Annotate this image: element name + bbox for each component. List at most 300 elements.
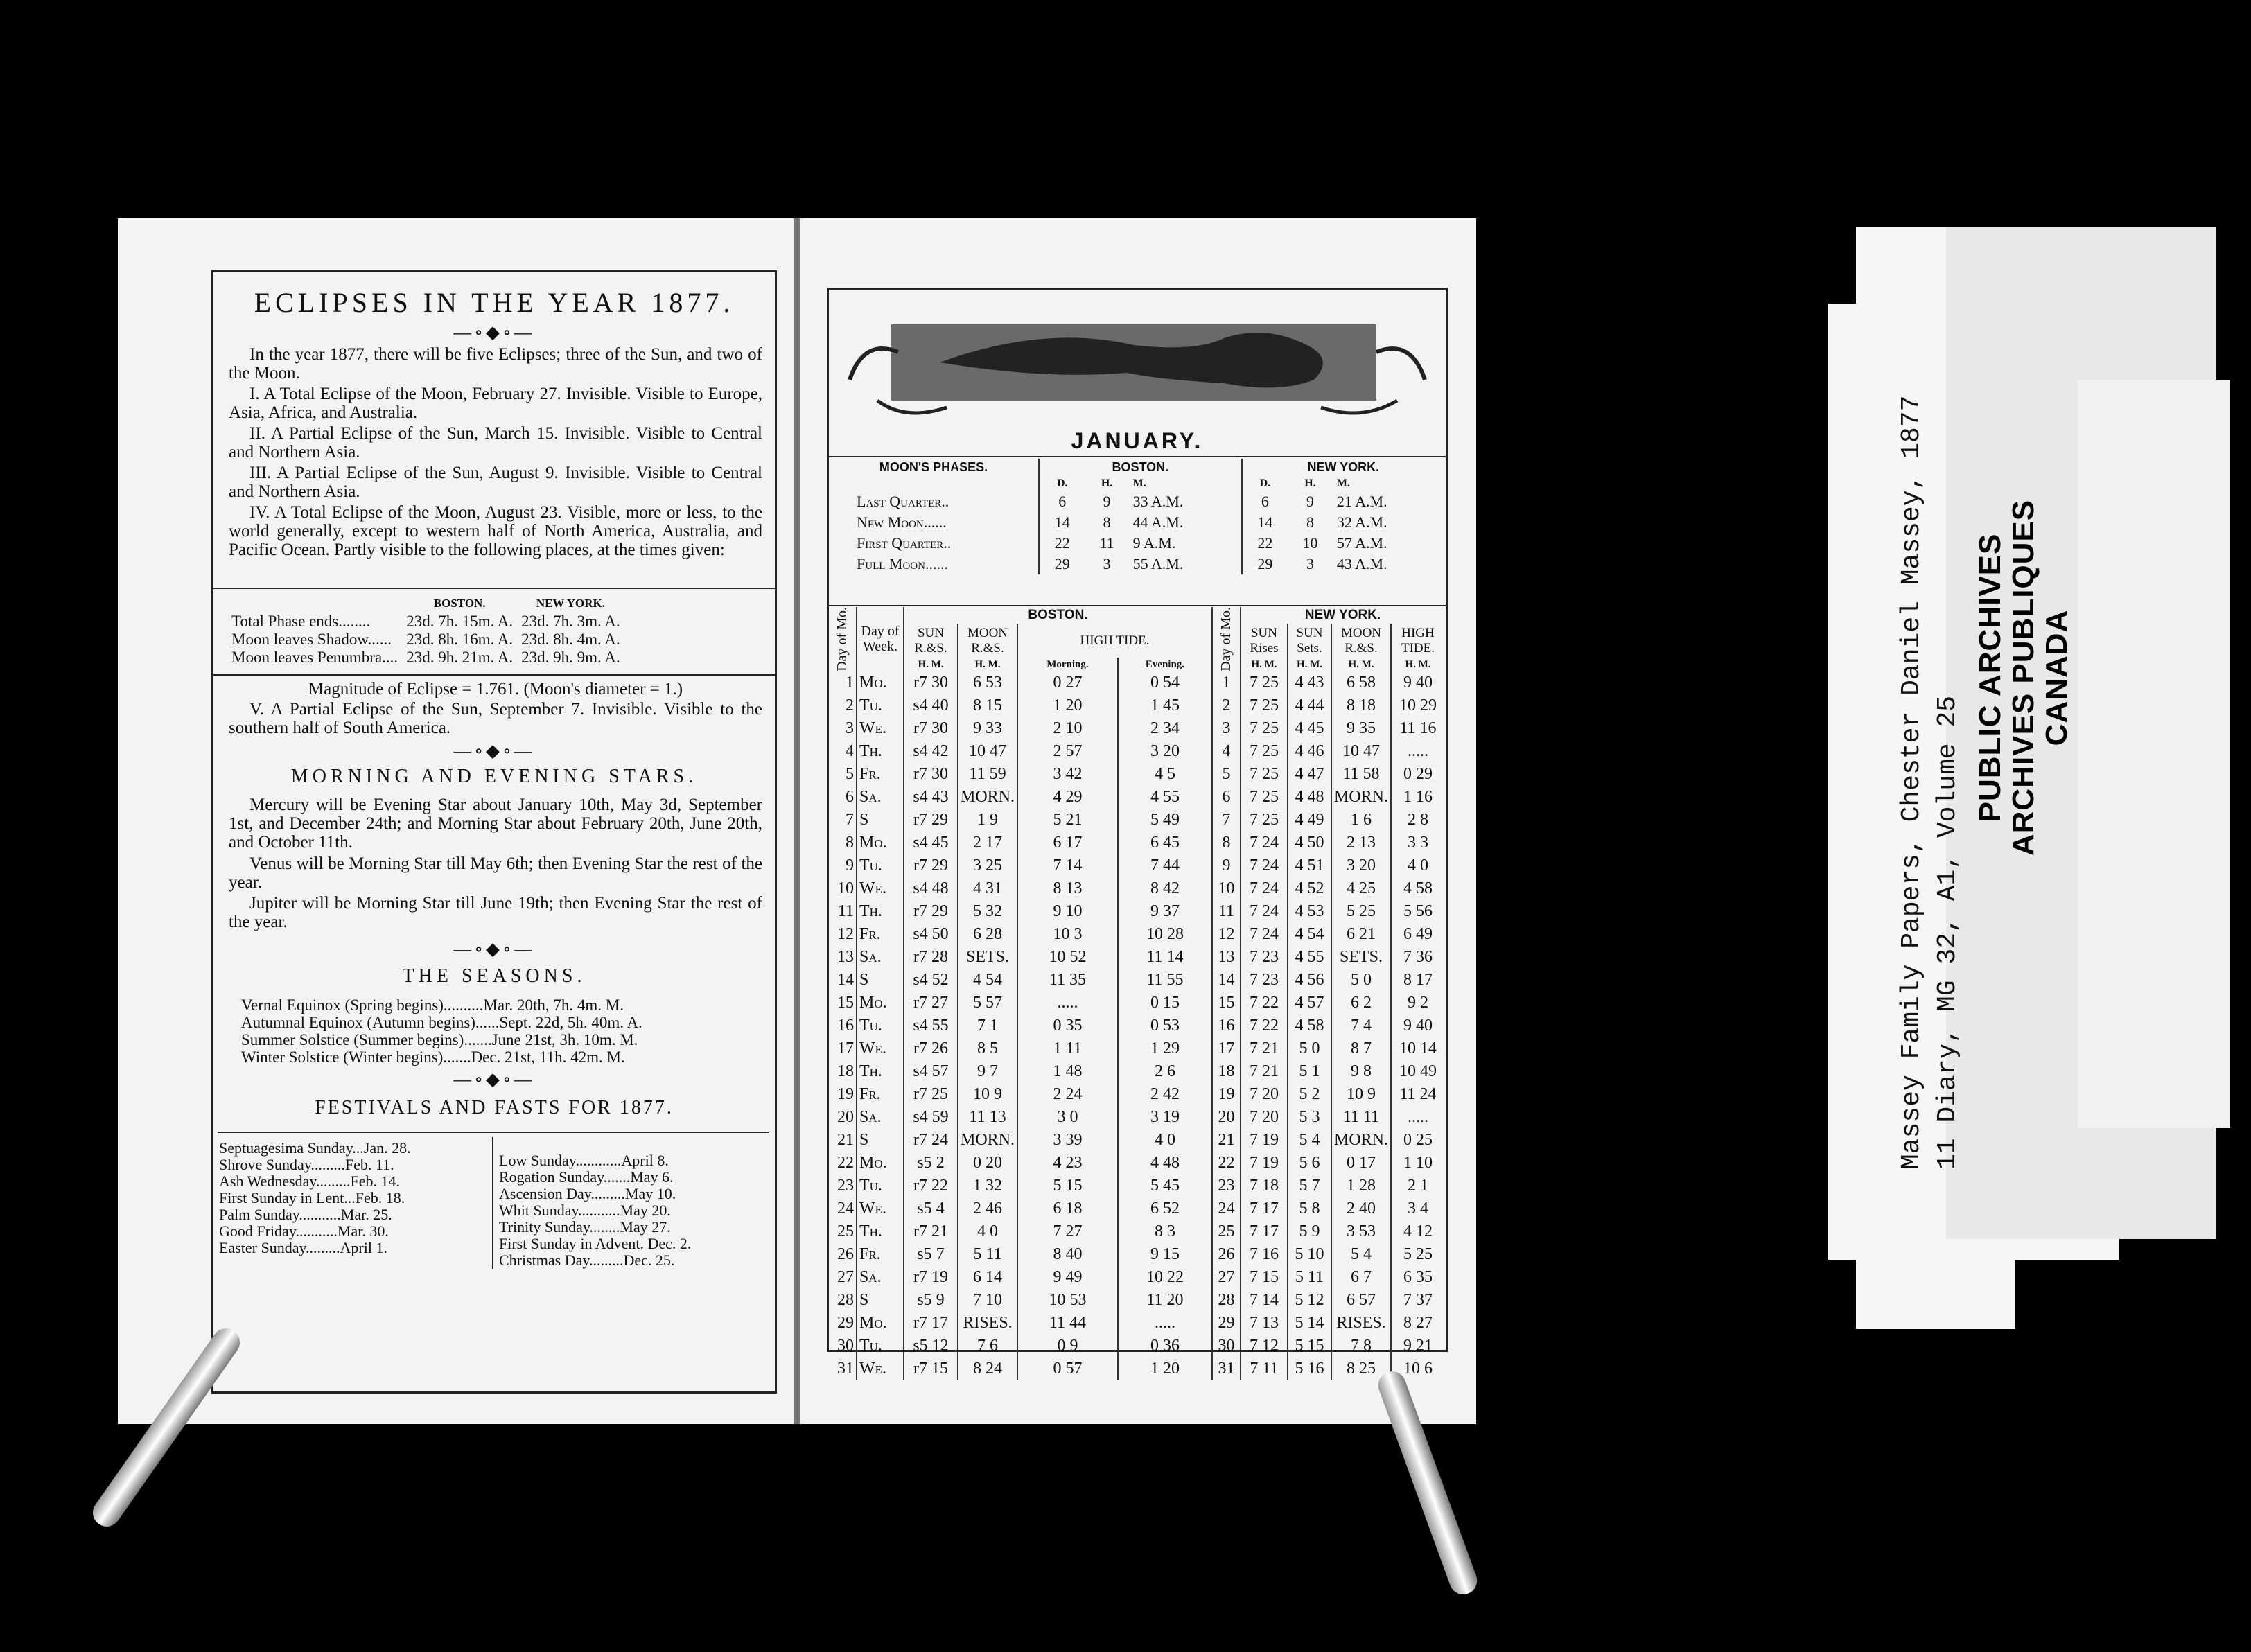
ny-moon-rise-set-cell: 4 25 bbox=[1331, 877, 1391, 900]
tide-morning-cell: 0 35 bbox=[1017, 1014, 1118, 1037]
ny-sun-sets-cell: 4 52 bbox=[1288, 877, 1331, 900]
sun-rise-set-cell: s4 45 bbox=[904, 832, 958, 854]
ny-day-of-month-cell: 19 bbox=[1212, 1083, 1241, 1106]
tide-morning-cell: 11 35 bbox=[1017, 969, 1118, 992]
day-of-week-cell: Fr. bbox=[857, 1083, 904, 1106]
ny-high-tide-cell: 6 35 bbox=[1391, 1266, 1444, 1289]
ny-sun-rises-cell: 7 15 bbox=[1241, 1266, 1288, 1289]
unit-m: M. bbox=[1336, 477, 1350, 489]
table-row bbox=[829, 1106, 1444, 1129]
table-row bbox=[829, 512, 1444, 533]
day-of-week-cell: S bbox=[857, 969, 904, 992]
day-of-week-cell: Sa. bbox=[857, 1106, 904, 1129]
ny-high-tide-cell: 2 1 bbox=[1391, 1175, 1444, 1197]
ny-day-of-month-cell: 25 bbox=[1212, 1220, 1241, 1243]
festival-entry: Good Friday...........Mar. 30. bbox=[219, 1222, 389, 1240]
moon-rise-set-cell: 11 13 bbox=[958, 1106, 1017, 1129]
ny-sun-sets-cell: 4 44 bbox=[1288, 694, 1331, 717]
table-row bbox=[227, 649, 624, 667]
ny-day-of-month-cell: 11 bbox=[1212, 900, 1241, 923]
table-row bbox=[829, 969, 1444, 992]
ny-moon-rise-set-cell: MORN. bbox=[1331, 1129, 1391, 1152]
season-entry: Winter Solstice (Winter begins).......Dec. 21st, 11h. 42m. M. bbox=[241, 1048, 625, 1066]
ny-high-tide-cell: 0 29 bbox=[1391, 763, 1444, 786]
ny-high-tide-cell: 0 25 bbox=[1391, 1129, 1444, 1152]
unit-h: H. bbox=[1304, 477, 1316, 489]
festival-entry: Christmas Day.........Dec. 25. bbox=[499, 1251, 675, 1269]
tide-morning-cell: 3 39 bbox=[1017, 1129, 1118, 1152]
ny-high-tide-cell: 11 16 bbox=[1391, 717, 1444, 740]
ny-day-of-month-cell: 8 bbox=[1212, 832, 1241, 854]
sun-rise-set-cell: r7 29 bbox=[904, 900, 958, 923]
ny-sun-rises-cell: 7 25 bbox=[1241, 763, 1288, 786]
ny-day-of-month-cell: 15 bbox=[1212, 992, 1241, 1014]
sun-rise-set-cell: s4 43 bbox=[904, 786, 958, 809]
unit-m: M. bbox=[1132, 477, 1146, 489]
ny-sun-sets-cell: 4 45 bbox=[1288, 717, 1331, 740]
day-of-month-cell: 23 bbox=[837, 1176, 854, 1195]
phase-hour: 10 bbox=[1302, 534, 1318, 552]
ny-sun-rises-cell: 7 16 bbox=[1241, 1243, 1288, 1266]
ny-moon-rise-set-cell: MORN. bbox=[1331, 786, 1391, 809]
table-row bbox=[829, 1312, 1444, 1335]
phase-hour: 3 bbox=[1103, 555, 1111, 572]
ny-day-of-month-cell: 30 bbox=[1212, 1335, 1241, 1357]
sun-rise-set-cell: r7 24 bbox=[904, 1129, 958, 1152]
ny-high-tide-cell: 1 16 bbox=[1391, 786, 1444, 809]
day-of-month-cell: 7 bbox=[846, 810, 854, 829]
day-of-week-cell: Tu. bbox=[857, 854, 904, 877]
phase-day: 6 bbox=[1039, 491, 1085, 512]
tide-evening-cell: 2 42 bbox=[1118, 1083, 1212, 1106]
table-row bbox=[829, 1060, 1444, 1083]
phase-minute: 55 A.M. bbox=[1132, 555, 1184, 572]
table-row bbox=[829, 1243, 1444, 1266]
table-row bbox=[829, 786, 1444, 809]
day-of-week-cell: S bbox=[857, 1129, 904, 1152]
day-of-month-cell: 26 bbox=[837, 1245, 854, 1263]
ny-moon-rise-set-cell: 6 58 bbox=[1331, 671, 1391, 694]
tide-evening-cell: 0 15 bbox=[1118, 992, 1212, 1014]
ny-moon-rise-set-cell: 9 35 bbox=[1331, 717, 1391, 740]
ny-sun-sets-cell: 5 14 bbox=[1288, 1312, 1331, 1335]
unit-h: H. bbox=[1101, 477, 1113, 489]
ny-moon-rise-set-cell: 1 6 bbox=[1331, 809, 1391, 832]
tide-evening-cell: 0 54 bbox=[1118, 671, 1212, 694]
day-of-week-cell: Mo. bbox=[857, 1312, 904, 1335]
typed-line-1: Massey Family Papers, Chester Daniel Massey, 1877 bbox=[1897, 395, 1927, 1170]
moon-rise-set-cell: 8 15 bbox=[958, 694, 1017, 717]
ny-high-tide-cell: 9 40 bbox=[1391, 1014, 1444, 1037]
day-of-week-cell: Th. bbox=[857, 1060, 904, 1083]
day-of-week-cell: Sa. bbox=[857, 786, 904, 809]
stamp-line-1: PUBLIC ARCHIVES bbox=[1973, 533, 2007, 823]
moon-rise-set-cell: 4 31 bbox=[958, 877, 1017, 900]
day-of-week-header: Day of Week. bbox=[857, 607, 904, 671]
hm-unit: H. M. bbox=[1391, 658, 1444, 671]
phase-day: 22 bbox=[1039, 533, 1085, 554]
day-of-week-cell: Th. bbox=[857, 900, 904, 923]
festivals-title: FESTIVALS AND FASTS FOR 1877. bbox=[315, 1097, 674, 1118]
day-of-month-cell: 17 bbox=[837, 1039, 854, 1057]
ny-day-of-month-cell: 13 bbox=[1212, 946, 1241, 969]
tide-evening-cell: 2 34 bbox=[1118, 717, 1212, 740]
sun-rise-set-cell: r7 17 bbox=[904, 1312, 958, 1335]
table-row bbox=[829, 1335, 1444, 1357]
moon-rise-set-cell: 8 24 bbox=[958, 1357, 1017, 1380]
ny-sun-sets-cell: 4 46 bbox=[1288, 740, 1331, 763]
eclipse-phase-label: Total Phase ends........ bbox=[231, 613, 371, 630]
phase-hour: 3 bbox=[1306, 555, 1314, 572]
phase-name: First Quarter.. bbox=[857, 534, 952, 552]
ny-sun-rises-cell: 7 13 bbox=[1241, 1312, 1288, 1335]
ny-high-tide-cell: 4 12 bbox=[1391, 1220, 1444, 1243]
tide-evening-cell: 0 36 bbox=[1118, 1335, 1212, 1357]
moon-rise-set-cell: 8 5 bbox=[958, 1037, 1017, 1060]
tide-morning-cell: 11 44 bbox=[1017, 1312, 1118, 1335]
phase-minute: 43 A.M. bbox=[1336, 555, 1387, 572]
table-row bbox=[829, 1357, 1444, 1380]
day-of-month-cell: 29 bbox=[837, 1313, 854, 1332]
day-of-month-cell: 30 bbox=[837, 1336, 854, 1355]
table-row bbox=[829, 946, 1444, 969]
ny-day-of-month-cell: 28 bbox=[1212, 1289, 1241, 1312]
moon-rise-set-cell: 1 9 bbox=[958, 809, 1017, 832]
moon-rise-set-cell: 4 54 bbox=[958, 969, 1017, 992]
tide-evening-cell: 5 45 bbox=[1118, 1175, 1212, 1197]
tide-evening-cell: 2 6 bbox=[1118, 1060, 1212, 1083]
ny-moon-rise-set-cell: 3 53 bbox=[1331, 1220, 1391, 1243]
ny-sun-rises-cell: 7 19 bbox=[1241, 1129, 1288, 1152]
right-page bbox=[800, 218, 1476, 1424]
ny-sun-sets-cell: 4 55 bbox=[1288, 946, 1331, 969]
day-of-month-cell: 13 bbox=[837, 947, 854, 966]
morning-header: Morning. bbox=[1017, 658, 1118, 671]
tide-evening-cell: 5 49 bbox=[1118, 809, 1212, 832]
ny-moon-rise-set-cell: 3 20 bbox=[1331, 854, 1391, 877]
eclipse-table-header bbox=[227, 595, 402, 613]
ny-day-of-month-cell: 27 bbox=[1212, 1266, 1241, 1289]
moon-rise-set-cell: MORN. bbox=[958, 786, 1017, 809]
rule bbox=[218, 1132, 769, 1133]
tide-morning-cell: 9 49 bbox=[1017, 1266, 1118, 1289]
ny-high-tide-cell: 8 17 bbox=[1391, 969, 1444, 992]
phases-header: MOON'S PHASES. bbox=[879, 460, 988, 474]
high-tide-header: HIGH TIDE. bbox=[1017, 624, 1212, 658]
moon-rise-set-cell: 7 10 bbox=[958, 1289, 1017, 1312]
phase-minute: 32 A.M. bbox=[1336, 513, 1387, 531]
phase-hour: 8 bbox=[1103, 513, 1111, 531]
festival-entry: Low Sunday............April 8. bbox=[499, 1152, 669, 1169]
ny-sun-sets-cell: 5 16 bbox=[1288, 1357, 1331, 1380]
day-of-month-cell: 20 bbox=[837, 1107, 854, 1126]
ny-moon-rise-set-cell: 6 57 bbox=[1331, 1289, 1391, 1312]
ny-sun-sets-cell: 4 48 bbox=[1288, 786, 1331, 809]
season-entry: Summer Solstice (Summer begins).......June 21st, 3h. 10m. M. bbox=[241, 1031, 638, 1048]
table-row bbox=[829, 694, 1444, 717]
tide-morning-cell: 7 27 bbox=[1017, 1220, 1118, 1243]
moon-rise-set-cell: 11 59 bbox=[958, 763, 1017, 786]
festival-entry: Septuagesima Sunday...Jan. 28. bbox=[219, 1139, 411, 1157]
ny-high-tide-header: HIGH TIDE. bbox=[1391, 624, 1444, 658]
phase-minute: 33 A.M. bbox=[1132, 493, 1184, 510]
ny-sun-rises-cell: 7 12 bbox=[1241, 1335, 1288, 1357]
sun-rise-set-cell: s4 40 bbox=[904, 694, 958, 717]
day-of-month-cell: 14 bbox=[837, 970, 854, 989]
ny-day-of-month-cell: 6 bbox=[1212, 786, 1241, 809]
tide-evening-cell: 11 14 bbox=[1118, 946, 1212, 969]
sun-rises-header: SUN Rises bbox=[1241, 624, 1288, 658]
moon-rise-set-cell: 6 28 bbox=[958, 923, 1017, 946]
sun-rise-set-cell: r7 21 bbox=[904, 1220, 958, 1243]
day-of-week-cell: Fr. bbox=[857, 923, 904, 946]
moon-rise-set-cell: 2 46 bbox=[958, 1197, 1017, 1220]
moon-rise-set-cell: 5 57 bbox=[958, 992, 1017, 1014]
ny-high-tide-cell: 5 56 bbox=[1391, 900, 1444, 923]
tide-morning-cell: 6 18 bbox=[1017, 1197, 1118, 1220]
moon-rise-set-cell: 10 9 bbox=[958, 1083, 1017, 1106]
ny-day-of-month-cell: 17 bbox=[1212, 1037, 1241, 1060]
day-of-week-cell: Mo. bbox=[857, 992, 904, 1014]
ny-moon-rise-set-cell: 6 7 bbox=[1331, 1266, 1391, 1289]
festivals-right-list bbox=[499, 1152, 691, 1269]
ny-day-of-month-cell: 2 bbox=[1212, 694, 1241, 717]
unit-d: D. bbox=[1039, 476, 1085, 491]
ny-day-of-month-cell: 9 bbox=[1212, 854, 1241, 877]
ny-moon-rise-set-cell: 5 0 bbox=[1331, 969, 1391, 992]
table-row bbox=[829, 1289, 1444, 1312]
phase-hour: 9 bbox=[1103, 493, 1111, 510]
day-of-month-cell: 15 bbox=[837, 993, 854, 1012]
sun-rise-set-cell: s4 52 bbox=[904, 969, 958, 992]
eclipse-iv: IV. A Total Eclipse of the Moon, August 23. Visible, more or less, to the world generally, except to western half of North America, Australia, and Pacific Ocean. Partly visible to the following places, at the times given: bbox=[229, 503, 762, 559]
pointing-hand-icon bbox=[836, 297, 1437, 428]
sun-rise-set-cell: s5 2 bbox=[904, 1152, 958, 1175]
table-row bbox=[829, 854, 1444, 877]
seasons-list bbox=[241, 996, 642, 1066]
day-of-week-cell: Tu. bbox=[857, 694, 904, 717]
ny-sun-rises-cell: 7 14 bbox=[1241, 1289, 1288, 1312]
tide-evening-cell: 9 15 bbox=[1118, 1243, 1212, 1266]
tide-morning-cell: 0 27 bbox=[1017, 671, 1118, 694]
ny-high-tide-cell: 10 6 bbox=[1391, 1357, 1444, 1380]
eclipse-v: V. A Partial Eclipse of the Sun, September 7. Invisible. Visible to the southern half of South America. bbox=[229, 700, 762, 737]
table-row bbox=[829, 740, 1444, 763]
ny-sun-rises-cell: 7 21 bbox=[1241, 1060, 1288, 1083]
day-of-week-cell: We. bbox=[857, 1037, 904, 1060]
sun-rise-set-cell: s5 4 bbox=[904, 1197, 958, 1220]
ny-high-tide-cell: 9 21 bbox=[1391, 1335, 1444, 1357]
tide-evening-cell: 1 45 bbox=[1118, 694, 1212, 717]
tide-morning-cell: 0 9 bbox=[1017, 1335, 1118, 1357]
sun-rise-set-cell: r7 15 bbox=[904, 1357, 958, 1380]
phase-day: 29 bbox=[1039, 554, 1085, 574]
ny-sun-rises-cell: 7 25 bbox=[1241, 671, 1288, 694]
tide-morning-cell: 2 10 bbox=[1017, 717, 1118, 740]
phase-day: 14 bbox=[1039, 512, 1085, 533]
day-of-week-cell: Th. bbox=[857, 1220, 904, 1243]
sun-rise-set-cell: r7 26 bbox=[904, 1037, 958, 1060]
ny-sun-rises-cell: 7 11 bbox=[1241, 1357, 1288, 1380]
ny-high-tide-cell: 9 40 bbox=[1391, 671, 1444, 694]
day-of-month-cell: 28 bbox=[837, 1290, 854, 1309]
table-row bbox=[829, 900, 1444, 923]
tide-morning-cell: 10 3 bbox=[1017, 923, 1118, 946]
ny-sun-sets-cell: 4 57 bbox=[1288, 992, 1331, 1014]
day-of-month-cell: 16 bbox=[837, 1016, 854, 1035]
moon-rise-set-cell: 5 32 bbox=[958, 900, 1017, 923]
day-of-week-cell: S bbox=[857, 809, 904, 832]
hm-unit: H. M. bbox=[1288, 658, 1331, 671]
ny-sun-rises-cell: 7 20 bbox=[1241, 1106, 1288, 1129]
table-row bbox=[829, 763, 1444, 786]
day-of-week-cell: Fr. bbox=[857, 1243, 904, 1266]
sun-rise-set-cell: r7 25 bbox=[904, 1083, 958, 1106]
day-of-month-cell: 10 bbox=[837, 879, 854, 897]
ny-moon-rise-set-cell: 7 8 bbox=[1331, 1335, 1391, 1357]
ny-moon-rise-set-cell: 6 2 bbox=[1331, 992, 1391, 1014]
jupiter-text: Jupiter will be Morning Star till June 19th; then Evening Star the rest of the year. bbox=[229, 894, 762, 931]
ny-high-tide-cell: 7 36 bbox=[1391, 946, 1444, 969]
moon-rise-set-cell: 1 32 bbox=[958, 1175, 1017, 1197]
table-row bbox=[829, 1129, 1444, 1152]
day-of-week-cell: We. bbox=[857, 877, 904, 900]
day-of-week-cell: Fr. bbox=[857, 763, 904, 786]
ny-day-of-month-cell: 16 bbox=[1212, 1014, 1241, 1037]
phase-day: 6 bbox=[1242, 491, 1288, 512]
moon-rise-set-cell: MORN. bbox=[958, 1129, 1017, 1152]
ny-sun-sets-cell: 5 7 bbox=[1288, 1175, 1331, 1197]
ny-moon-rise-set-cell: 2 40 bbox=[1331, 1197, 1391, 1220]
tide-evening-cell: 6 45 bbox=[1118, 832, 1212, 854]
sun-rise-set-cell: r7 30 bbox=[904, 717, 958, 740]
sun-rise-set-cell: r7 29 bbox=[904, 854, 958, 877]
table-row bbox=[829, 717, 1444, 740]
day-of-week-cell: Mo. bbox=[857, 832, 904, 854]
ny-sun-sets-cell: 5 9 bbox=[1288, 1220, 1331, 1243]
venus-text: Venus will be Morning Star till May 6th; then Evening Star the rest of the year. bbox=[229, 854, 762, 892]
tide-evening-cell: 10 28 bbox=[1118, 923, 1212, 946]
ny-sun-sets-cell: 5 11 bbox=[1288, 1266, 1331, 1289]
eclipse-boston-time: 23d. 8h. 16m. A. bbox=[406, 631, 514, 648]
moon-rise-set-cell: 9 33 bbox=[958, 717, 1017, 740]
ny-moon-rise-set-cell: 11 58 bbox=[1331, 763, 1391, 786]
sun-rs-header: SUN R.&S. bbox=[904, 624, 958, 658]
ny-high-tide-cell: 4 58 bbox=[1391, 877, 1444, 900]
hand-engraving bbox=[836, 297, 1437, 428]
eclipses-title: ECLIPSES IN THE YEAR 1877. bbox=[254, 287, 735, 318]
phase-minute: 57 A.M. bbox=[1336, 534, 1387, 552]
sun-rise-set-cell: r7 27 bbox=[904, 992, 958, 1014]
eclipse-boston-time: 23d. 7h. 15m. A. bbox=[406, 613, 514, 630]
ny-day-of-month-cell: 31 bbox=[1212, 1357, 1241, 1380]
ny-day-of-month-cell: 23 bbox=[1212, 1175, 1241, 1197]
festival-entry: Ash Wednesday.........Feb. 14. bbox=[219, 1172, 400, 1190]
ny-sun-rises-cell: 7 22 bbox=[1241, 1014, 1288, 1037]
ny-high-tide-cell: ..... bbox=[1391, 740, 1444, 763]
festival-entry: Shrove Sunday.........Feb. 11. bbox=[219, 1156, 394, 1173]
ny-day-of-month-cell: 3 bbox=[1212, 717, 1241, 740]
day-of-week-cell: Sa. bbox=[857, 1266, 904, 1289]
tide-morning-cell: 4 23 bbox=[1017, 1152, 1118, 1175]
phase-hour: 11 bbox=[1099, 534, 1114, 552]
ny-sun-sets-cell: 4 56 bbox=[1288, 969, 1331, 992]
ornament-divider: —∘◆∘— bbox=[453, 322, 535, 342]
ny-moon-rise-set-cell: 7 4 bbox=[1331, 1014, 1391, 1037]
day-of-week-cell: Mo. bbox=[857, 1152, 904, 1175]
moon-rise-set-cell: 2 17 bbox=[958, 832, 1017, 854]
ny-day-of-month-cell: 14 bbox=[1212, 969, 1241, 992]
ny-high-tide-cell: 8 27 bbox=[1391, 1312, 1444, 1335]
ny-high-tide-cell: 1 10 bbox=[1391, 1152, 1444, 1175]
month-title: JANUARY. bbox=[1071, 428, 1204, 453]
stamp-line-3: CANADA bbox=[2040, 609, 2074, 746]
tide-morning-cell: 10 52 bbox=[1017, 946, 1118, 969]
day-of-week-cell: Tu. bbox=[857, 1335, 904, 1357]
moon-rise-set-cell: 4 0 bbox=[958, 1220, 1017, 1243]
mercury-text: Mercury will be Evening Star about January 10th, May 3d, September 1st, and December 24th; and Morning Star about February 20th, June 20th, and October 11th. bbox=[229, 796, 762, 852]
tide-morning-cell: 10 53 bbox=[1017, 1289, 1118, 1312]
ny-sun-rises-cell: 7 24 bbox=[1241, 854, 1288, 877]
sun-rise-set-cell: s4 50 bbox=[904, 923, 958, 946]
day-of-month-cell: 3 bbox=[846, 719, 854, 737]
right-page-frame bbox=[827, 288, 1448, 1378]
ny-sun-sets-cell: 4 50 bbox=[1288, 832, 1331, 854]
moon-rise-set-cell: SETS. bbox=[958, 946, 1017, 969]
ny-sun-sets-cell: 4 53 bbox=[1288, 900, 1331, 923]
ny-sun-sets-cell: 5 15 bbox=[1288, 1335, 1331, 1357]
ny-sun-sets-cell: 4 49 bbox=[1288, 809, 1331, 832]
phases-header-boston: BOSTON. bbox=[1039, 459, 1242, 476]
ny-high-tide-cell: 10 29 bbox=[1391, 694, 1444, 717]
sun-rise-set-cell: s4 55 bbox=[904, 1014, 958, 1037]
tide-morning-cell: 5 21 bbox=[1017, 809, 1118, 832]
day-of-month-cell: 18 bbox=[837, 1062, 854, 1080]
eclipse-table-header-boston: BOSTON. bbox=[433, 597, 486, 610]
eclipse-ny-time: 23d. 8h. 4m. A. bbox=[521, 631, 620, 648]
left-page-frame bbox=[211, 270, 777, 1394]
ny-moon-rise-set-cell: 10 47 bbox=[1331, 740, 1391, 763]
table-row bbox=[829, 877, 1444, 900]
tide-morning-cell: 1 20 bbox=[1017, 694, 1118, 717]
season-entry: Autumnal Equinox (Autumn begins)......Sept. 22d, 5h. 40m. A. bbox=[241, 1014, 642, 1031]
ny-sun-rises-cell: 7 23 bbox=[1241, 946, 1288, 969]
ny-moon-rise-set-cell: SETS. bbox=[1331, 946, 1391, 969]
ny-day-of-month-cell: 26 bbox=[1212, 1243, 1241, 1266]
hm-unit: H. M. bbox=[1241, 658, 1288, 671]
ny-sun-sets-cell: 4 54 bbox=[1288, 923, 1331, 946]
sun-rise-set-cell: r7 19 bbox=[904, 1266, 958, 1289]
calendar-body bbox=[829, 671, 1444, 1380]
ny-moon-rise-set-cell: 8 7 bbox=[1331, 1037, 1391, 1060]
phase-minute: 44 A.M. bbox=[1132, 513, 1184, 531]
tide-evening-cell: 4 55 bbox=[1118, 786, 1212, 809]
day-of-week-cell: Sa. bbox=[857, 946, 904, 969]
sun-rise-set-cell: s5 7 bbox=[904, 1243, 958, 1266]
eclipses-intro: In the year 1877, there will be five Eclipses; three of the Sun, and two of the Moon. bbox=[229, 345, 762, 383]
table-row bbox=[829, 554, 1444, 574]
table-row bbox=[829, 1037, 1444, 1060]
ny-sun-sets-cell: 4 47 bbox=[1288, 763, 1331, 786]
moon-phases-table bbox=[829, 459, 1444, 574]
ny-moon-rise-set-cell: 9 8 bbox=[1331, 1060, 1391, 1083]
table-row bbox=[829, 1152, 1444, 1175]
festival-entry: Easter Sunday.........April 1. bbox=[219, 1239, 387, 1256]
ny-day-of-month-cell: 10 bbox=[1212, 877, 1241, 900]
ny-high-tide-cell: 10 14 bbox=[1391, 1037, 1444, 1060]
ny-day-of-month-cell: 12 bbox=[1212, 923, 1241, 946]
ny-sun-sets-cell: 5 1 bbox=[1288, 1060, 1331, 1083]
